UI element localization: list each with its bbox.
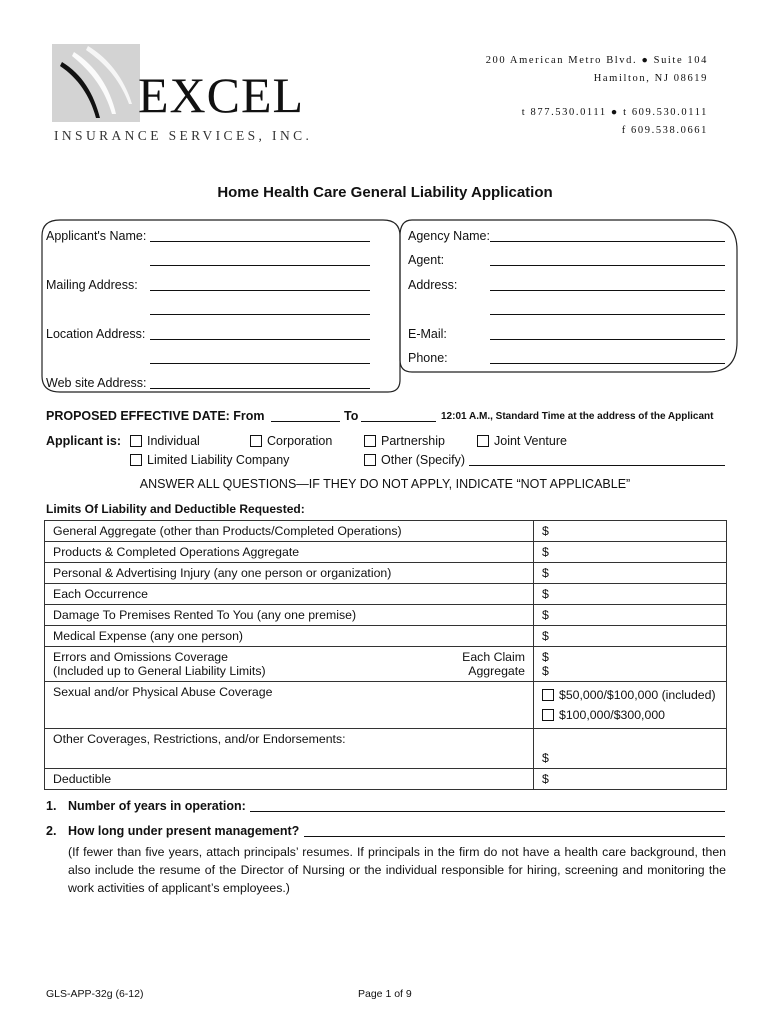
effective-date-note: 12:01 A.M., Standard Time at the address of the Applicant <box>441 411 714 422</box>
email-field[interactable] <box>490 339 725 340</box>
other-specify-field[interactable] <box>469 465 725 466</box>
mailing-address-field[interactable] <box>150 290 370 291</box>
eo-each-claim: Each Claim <box>462 650 525 664</box>
individual-checkbox[interactable] <box>130 435 142 447</box>
eo-label-2: (Included up to General Liability Limits) <box>53 664 266 678</box>
limits-heading: Limits Of Liability and Deductible Requested: <box>46 502 305 516</box>
option-corporation[interactable]: Corporation <box>250 434 332 448</box>
limit-label: Each Occurrence <box>45 584 534 605</box>
joint-venture-checkbox[interactable] <box>477 435 489 447</box>
fax-line: f 609.538.0661 <box>621 125 708 136</box>
q2-label: How long under present management? <box>68 824 300 838</box>
option-individual[interactable]: Individual <box>130 434 200 448</box>
limit-amount-field[interactable]: $ <box>534 542 727 563</box>
agency-address-field-2[interactable] <box>490 314 725 315</box>
phone-line: t 877.530.0111 ● t 609.530.0111 <box>521 107 708 118</box>
abuse-label: Sexual and/or Physical Abuse Coverage <box>45 682 534 729</box>
form-title: Home Health Care General Liability Application <box>217 184 553 201</box>
applicant-name-label: Applicant's Name: <box>46 229 147 243</box>
partnership-checkbox[interactable] <box>364 435 376 447</box>
q1-number: 1. <box>46 799 57 813</box>
limits-table <box>44 520 727 790</box>
page-number: Page 1 of 9 <box>358 988 412 1000</box>
q2-answer-field[interactable] <box>304 836 725 837</box>
logo-subtitle: INSURANCE SERVICES, INC. <box>54 128 313 143</box>
option-joint-venture[interactable]: Joint Venture <box>477 434 567 448</box>
phone-field[interactable] <box>490 363 725 364</box>
q2-number: 2. <box>46 824 57 838</box>
table-row <box>45 626 727 647</box>
agency-name-field[interactable] <box>490 241 725 242</box>
eo-aggregate: Aggregate <box>468 664 525 678</box>
eo-label: Errors and Omissions Coverage <box>53 650 228 664</box>
table-row-abuse <box>45 682 727 729</box>
q1-answer-field[interactable] <box>250 811 725 812</box>
agency-name-label: Agency Name: <box>408 229 490 243</box>
phone-label: Phone: <box>408 351 448 365</box>
limit-amount-field[interactable]: $ <box>534 605 727 626</box>
agent-field[interactable] <box>490 265 725 266</box>
location-address-field-2[interactable] <box>150 363 370 364</box>
table-row <box>45 563 727 584</box>
llc-checkbox[interactable] <box>130 454 142 466</box>
corporation-checkbox[interactable] <box>250 435 262 447</box>
form-code: GLS-APP-32g (6-12) <box>46 988 144 1000</box>
limit-label: Personal & Advertising Injury (any one person or organization) <box>45 563 534 584</box>
limit-label: Damage To Premises Rented To You (any one premise) <box>45 605 534 626</box>
option-partnership[interactable]: Partnership <box>364 434 445 448</box>
deductible-amount-field[interactable]: $ <box>534 769 727 790</box>
location-address-label: Location Address: <box>46 327 146 341</box>
effective-to-label: To <box>344 409 359 423</box>
mailing-address-label: Mailing Address: <box>46 278 138 292</box>
other-checkbox[interactable] <box>364 454 376 466</box>
logo-wordmark: EXCEL <box>138 67 305 123</box>
table-row-deductible <box>45 769 727 790</box>
limit-amount-field[interactable]: $ <box>534 563 727 584</box>
limit-label: Products & Completed Operations Aggregate <box>45 542 534 563</box>
email-label: E-Mail: <box>408 327 447 341</box>
eo-label-cell <box>45 647 534 682</box>
instruction-text: ANSWER ALL QUESTIONS—IF THEY DO NOT APPLY, INDICATE “NOT APPLICABLE” <box>139 477 631 491</box>
agency-address-field[interactable] <box>490 290 725 291</box>
option-llc[interactable]: Limited Liability Company <box>130 453 289 467</box>
address-line-1: 200 American Metro Blvd. ● Suite 104 <box>485 55 708 66</box>
location-address-field[interactable] <box>150 339 370 340</box>
limit-amount-field[interactable]: $ <box>534 626 727 647</box>
agent-label: Agent: <box>408 253 445 267</box>
limit-amount-field[interactable]: $ <box>534 584 727 605</box>
eo-agg-amount[interactable]: $ <box>542 664 549 678</box>
website-field[interactable] <box>150 388 370 389</box>
abuse-opt1-checkbox[interactable] <box>542 689 554 701</box>
abuse-opt2-checkbox[interactable] <box>542 709 554 721</box>
address-line-2: Hamilton, NJ 08619 <box>593 73 708 84</box>
website-label: Web site Address: <box>46 376 147 390</box>
effective-from-field[interactable] <box>271 421 340 422</box>
table-row <box>45 605 727 626</box>
mailing-address-field-2[interactable] <box>150 314 370 315</box>
applicant-name-field-2[interactable] <box>150 265 370 266</box>
agency-address-label: Address: <box>408 278 458 292</box>
q1-label: Number of years in operation: <box>68 799 246 813</box>
q2-note: (If fewer than five years, attach principals’ resumes. If principals in the firm do not have a health care background, then also include the resume of the Director of Nursing or the individual responsible for hiring, screening and monitoring the work activities of applicant’s employees.) <box>68 845 726 895</box>
table-row-other <box>45 729 727 769</box>
table-row-eo <box>45 647 727 682</box>
applicant-is-label: Applicant is: <box>46 434 122 448</box>
deductible-label: Deductible <box>45 769 534 790</box>
effective-date-label: PROPOSED EFFECTIVE DATE: From <box>46 409 265 423</box>
abuse-options-cell <box>534 682 727 729</box>
limit-amount-field[interactable]: $ <box>534 521 727 542</box>
table-row <box>45 521 727 542</box>
abuse-option-1[interactable]: $50,000/$100,000 (included) <box>542 685 718 705</box>
eo-amount-cell[interactable] <box>534 647 727 682</box>
eo-each-amount[interactable]: $ <box>542 650 549 664</box>
option-other[interactable]: Other (Specify) <box>364 453 465 467</box>
abuse-option-2[interactable]: $100,000/$300,000 <box>542 705 718 725</box>
table-row <box>45 542 727 563</box>
other-coverages-label: Other Coverages, Restrictions, and/or Endorsements: <box>45 729 534 769</box>
limit-label: General Aggregate (other than Products/Completed Operations) <box>45 521 534 542</box>
limit-label: Medical Expense (any one person) <box>45 626 534 647</box>
table-row <box>45 584 727 605</box>
effective-to-field[interactable] <box>361 421 436 422</box>
applicant-name-field[interactable] <box>150 241 370 242</box>
other-coverages-amount[interactable]: $ <box>534 729 727 769</box>
